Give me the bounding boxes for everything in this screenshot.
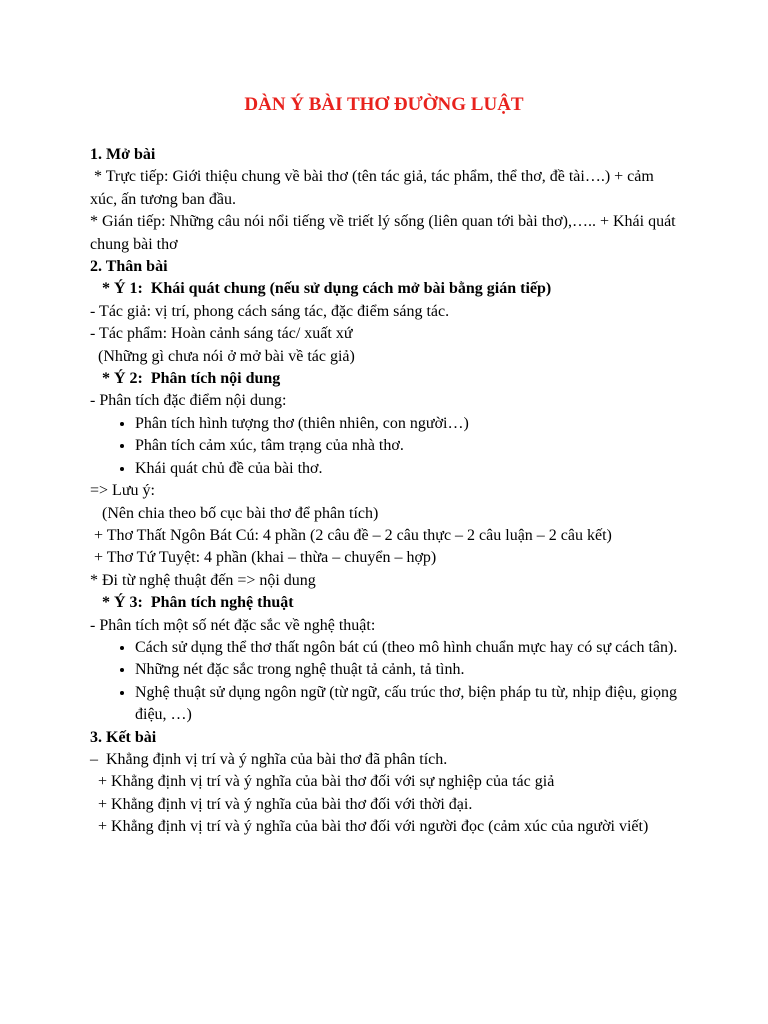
idea-1-line: - Tác phẩm: Hoàn cảnh sáng tác/ xuất xứ <box>90 325 353 343</box>
document-title: DÀN Ý BÀI THƠ ĐƯỜNG LUẬT <box>244 94 524 115</box>
section-2-heading: 2. Thân bài <box>90 258 168 276</box>
idea-2-intro: - Phân tích đặc điểm nội dung: <box>90 392 287 410</box>
idea-1-heading: * Ý 1: Khái quát chung (nếu sử dụng cách mở bài bằng gián tiếp) <box>90 280 552 298</box>
section-1-direct: * Trực tiếp: Giới thiệu chung về bài thơ (tên tác giả, tác phẩm, thể thơ, đề tài….) + cảm xúc, ấn tương ban đầu. <box>90 168 658 208</box>
list-item: • Phân tích cảm xúc, tâm trạng của nhà thơ. <box>135 435 680 457</box>
list-item: • Phân tích hình tượng thơ (thiên nhiên, con người…) <box>135 413 680 435</box>
idea-1-line: (Những gì chưa nói ở mở bài về tác giả) <box>90 347 355 365</box>
list-item: • Nghệ thuật sử dụng ngôn ngữ (từ ngữ, cấu trúc thơ, biện pháp tu từ, nhịp điệu, giọng điệu, …) <box>135 682 680 727</box>
section-1-indirect: * Gián tiếp: Những câu nói nổi tiếng về triết lý sống (liên quan tới bài thơ),….. + Khái quát chung bài thơ <box>90 213 680 253</box>
idea-2-note-line: * Đi từ nghệ thuật đến => nội dung <box>90 571 316 589</box>
section-3-line: + Khẳng định vị trí và ý nghĩa của bài thơ đối với sự nghiệp của tác giả <box>90 773 555 791</box>
idea-2-note-line: + Thơ Tứ Tuyệt: 4 phần (khai – thừa – chuyển – hợp) <box>90 549 437 567</box>
section-1-heading: 1. Mở bài <box>90 146 156 163</box>
idea-2-bullet-list <box>90 413 680 480</box>
idea-1-line: - Tác giả: vị trí, phong cách sáng tác, đặc điểm sáng tác. <box>90 302 450 320</box>
idea-2-note-line: (Nên chia theo bố cục bài thơ để phân tích) <box>90 504 379 522</box>
idea-2-note-line: + Thơ Thất Ngôn Bát Cú: 4 phần (2 câu đề – 2 câu thực – 2 câu luận – 2 câu kết) <box>90 526 612 544</box>
section-3-heading: 3. Kết bài <box>90 728 157 746</box>
list-item: • Khái quát chủ đề của bài thơ. <box>135 458 680 480</box>
section-3-line: – Khẳng định vị trí và ý nghĩa của bài thơ đã phân tích. <box>90 750 448 768</box>
idea-2-note-line: => Lưu ý: <box>90 482 155 500</box>
document-body <box>90 144 680 839</box>
idea-3-bullet-list <box>90 637 680 727</box>
section-3-line: + Khẳng định vị trí và ý nghĩa của bài thơ đối với thời đại. <box>90 795 473 813</box>
idea-2-heading: * Ý 2: Phân tích nội dung <box>90 370 281 388</box>
idea-3-intro: - Phân tích một số nét đặc sắc về nghệ thuật: <box>90 616 376 634</box>
list-item: • Cách sử dụng thể thơ thất ngôn bát cú (theo mô hình chuẩn mực hay có sự cách tân). <box>135 637 680 659</box>
list-item: • Những nét đặc sắc trong nghệ thuật tả cảnh, tả tình. <box>135 659 680 681</box>
idea-3-heading: * Ý 3: Phân tích nghệ thuật <box>90 594 294 612</box>
section-3-line: + Khẳng định vị trí và ý nghĩa của bài thơ đối với người đọc (cảm xúc của người viết) <box>90 818 649 836</box>
